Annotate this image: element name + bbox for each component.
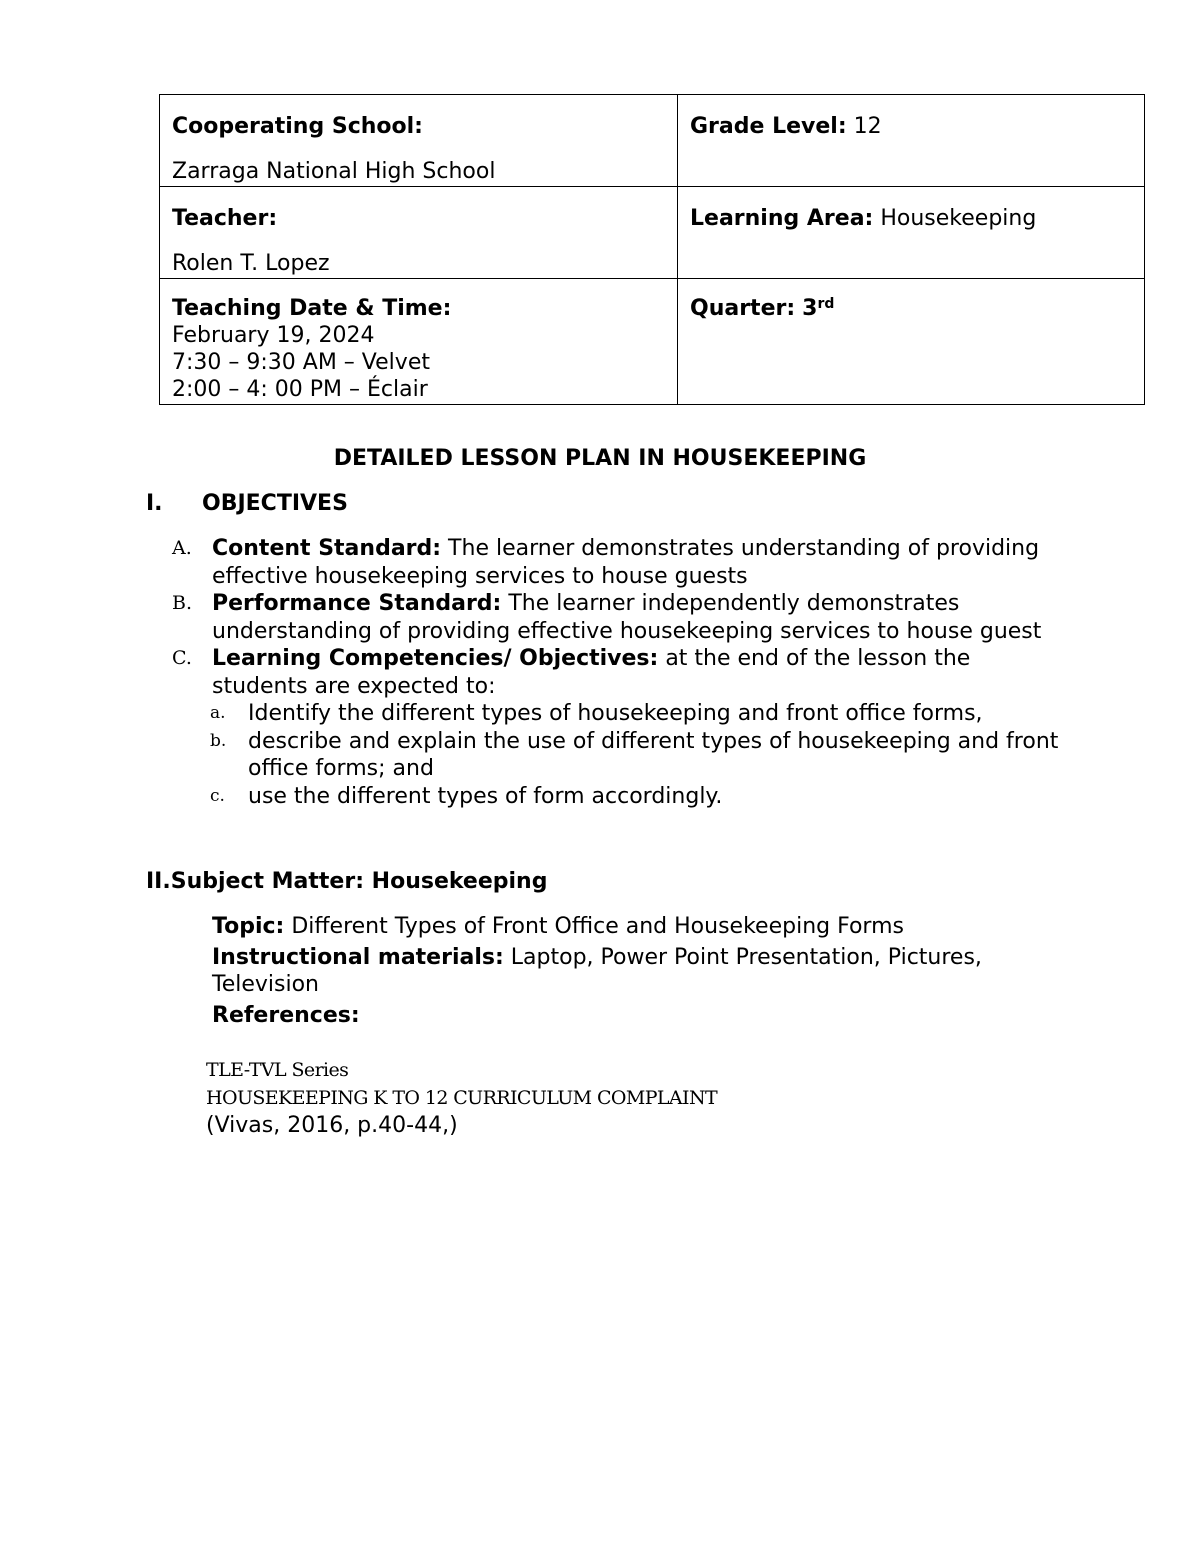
learning-area-cell (678, 187, 1145, 279)
content-standard-text: The learner demonstrates understanding of providing effective housekeeping services to house guests (212, 536, 1040, 589)
list-item (172, 590, 1072, 645)
school-cell (160, 95, 678, 187)
date-value: February 19, 2024 (172, 323, 375, 348)
quarter-suffix: rd (817, 296, 835, 312)
teacher-label: Teacher: (172, 206, 278, 231)
grade-label: Grade Level: (690, 114, 847, 139)
objectives-list (172, 535, 1072, 810)
page-title: DETAILED LESSON PLAN IN HOUSEKEEPING (333, 446, 867, 471)
sub-list-item (210, 728, 1072, 783)
teacher-cell (160, 187, 678, 279)
reference-2: HOUSEKEEPING K TO 12 CURRICULUM COMPLAINT (206, 1087, 718, 1109)
time-slot-2: 2:00 – 4: 00 PM – Éclair (172, 377, 428, 402)
sub-list-marker: a. (210, 703, 226, 723)
list-item (172, 645, 1072, 700)
objectives-number: I. (146, 491, 163, 516)
reference-3: (Vivas, 2016, p.40-44,) (206, 1113, 458, 1138)
date-time-cell (160, 279, 678, 405)
topic-label: Topic: (212, 914, 285, 939)
references-label: References: (212, 1003, 360, 1028)
sub-list-item (210, 700, 1072, 728)
list-marker: B. (172, 592, 193, 614)
materials-label: Instructional materials: (212, 945, 504, 970)
sub-list-text: describe and explain the use of different types of housekeeping and front office forms; and (248, 728, 1059, 781)
competencies-label: Learning Competencies/ Objectives: (212, 646, 659, 671)
materials-line (212, 944, 1072, 998)
objectives-heading (146, 491, 348, 516)
sub-list-marker: b. (210, 730, 227, 751)
lesson-info-table (159, 94, 1145, 405)
competencies-text: at the end of the lesson the students are expected to: (212, 646, 971, 699)
quarter-value: 3rd (802, 296, 835, 321)
school-label: Cooperating School: (172, 114, 423, 139)
sub-list-text: use the different types of form accordingly. (248, 783, 723, 809)
quarter-cell (678, 279, 1145, 405)
date-time-label: Teaching Date & Time: (172, 296, 452, 321)
performance-standard-label: Performance Standard: (212, 591, 502, 616)
subject-matter-heading: II.Subject Matter: Housekeeping (146, 869, 548, 894)
objectives-title: OBJECTIVES (202, 491, 348, 516)
learning-area-value: Housekeeping (880, 206, 1037, 231)
subject-matter-body (212, 913, 1072, 1033)
school-value: Zarraga National High School (172, 159, 496, 184)
list-marker: C. (172, 647, 192, 669)
grade-value: 12 (853, 114, 882, 139)
topic-value: Different Types of Front Office and Housekeeping Forms (284, 914, 904, 939)
references-list (206, 1056, 1106, 1140)
learning-area-label: Learning Area: (690, 206, 874, 231)
sub-list-text: Identify the different types of housekeeping and front office forms, (248, 701, 983, 726)
content-standard-label: Content Standard: (212, 536, 442, 561)
grade-cell (678, 95, 1145, 187)
list-item (172, 535, 1072, 590)
references-line (212, 1002, 1072, 1029)
materials-value: Laptop, Power Point Presentation, Pictures, Television (212, 945, 982, 997)
sub-list-marker: c. (210, 785, 225, 806)
teacher-value: Rolen T. Lopez (172, 251, 330, 276)
time-slot-1: 7:30 – 9:30 AM – Velvet (172, 350, 430, 375)
quarter-label: Quarter: (690, 296, 796, 321)
sub-list-item (210, 783, 1072, 811)
topic-line (212, 913, 1072, 940)
reference-1: TLE-TVL Series (206, 1059, 349, 1081)
list-marker: A. (172, 537, 192, 559)
performance-standard-text: The learner independently demonstrates understanding of providing effective housekeeping services to house guest (212, 591, 1042, 644)
